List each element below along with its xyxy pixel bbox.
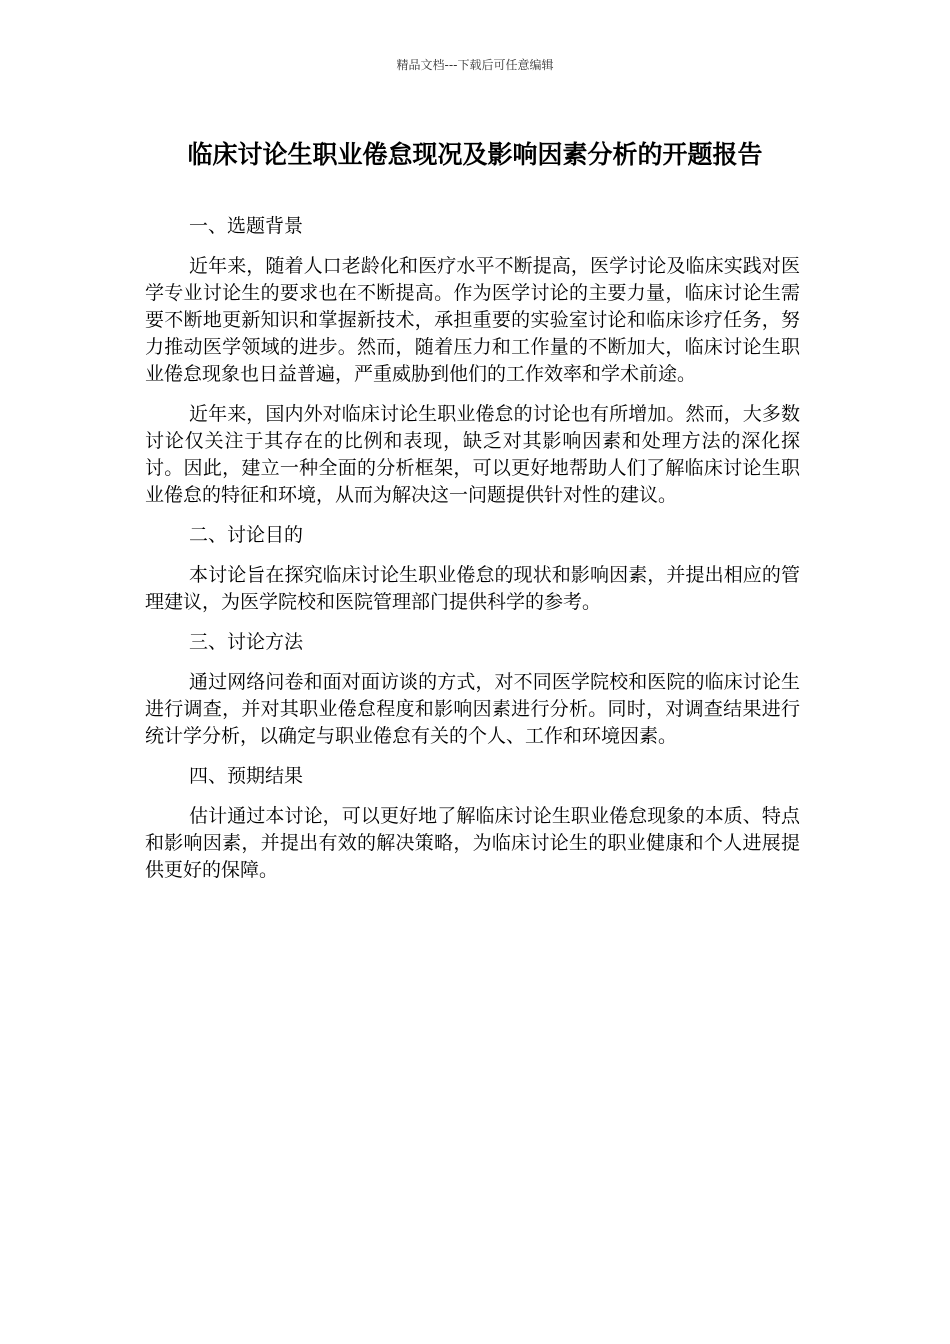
section-background: [145, 213, 800, 509]
header-note: 精品文档---下载后可任意编辑: [396, 58, 554, 72]
body-paragraph: 近年来，国内外对临床讨论生职业倦怠的讨论也有所增加。然而，大多数讨论仅关注于其存在的比例和表现，缺乏对其影响因素和处理方法的深化探讨。因此，建立一种全面的分析框架，可以更好地帮助人们了解临床讨论生职业倦怠的特征和环境，从而为解决这一问题提供针对性的建议。: [145, 403, 800, 506]
section-heading: 二、讨论目的: [189, 524, 304, 546]
section-heading: 三、讨论方法: [189, 631, 304, 653]
section-purpose: [145, 522, 800, 616]
body-paragraph: 通过网络问卷和面对面访谈的方式，对不同医学院校和医院的临床讨论生进行调查，并对其职业倦怠程度和影响因素进行分析。同时，对调查结果进行统计学分析，以确定与职业倦怠有关的个人、工作和环境因素。: [145, 671, 800, 747]
document-body: [145, 213, 800, 897]
section-method: [145, 629, 800, 750]
section-heading: 一、选题背景: [189, 215, 304, 237]
section-heading: 四、预期结果: [189, 765, 304, 787]
body-paragraph: 本讨论旨在探究临床讨论生职业倦怠的现状和影响因素，并提出相应的管理建议，为医学院校和医院管理部门提供科学的参考。: [145, 564, 800, 613]
body-paragraph: 估计通过本讨论，可以更好地了解临床讨论生职业倦怠现象的本质、特点和影响因素，并提出有效的解决策略，为临床讨论生的职业健康和个人进展提供更好的保障。: [145, 805, 800, 881]
document-title: 临床讨论生职业倦怠现况及影响因素分析的开题报告: [187, 140, 763, 169]
section-expected-results: [145, 763, 800, 884]
body-paragraph: 近年来，随着人口老龄化和医疗水平不断提高，医学讨论及临床实践对医学专业讨论生的要求也在不断提高。作为医学讨论的主要力量，临床讨论生需要不断地更新知识和掌握新技术，承担重要的实验室讨论和临床诊疗任务，努力推动医学领域的进步。然而，随着压力和工作量的不断加大，临床讨论生职业倦怠现象也日益普遍，严重威胁到他们的工作效率和学术前途。: [145, 255, 800, 385]
